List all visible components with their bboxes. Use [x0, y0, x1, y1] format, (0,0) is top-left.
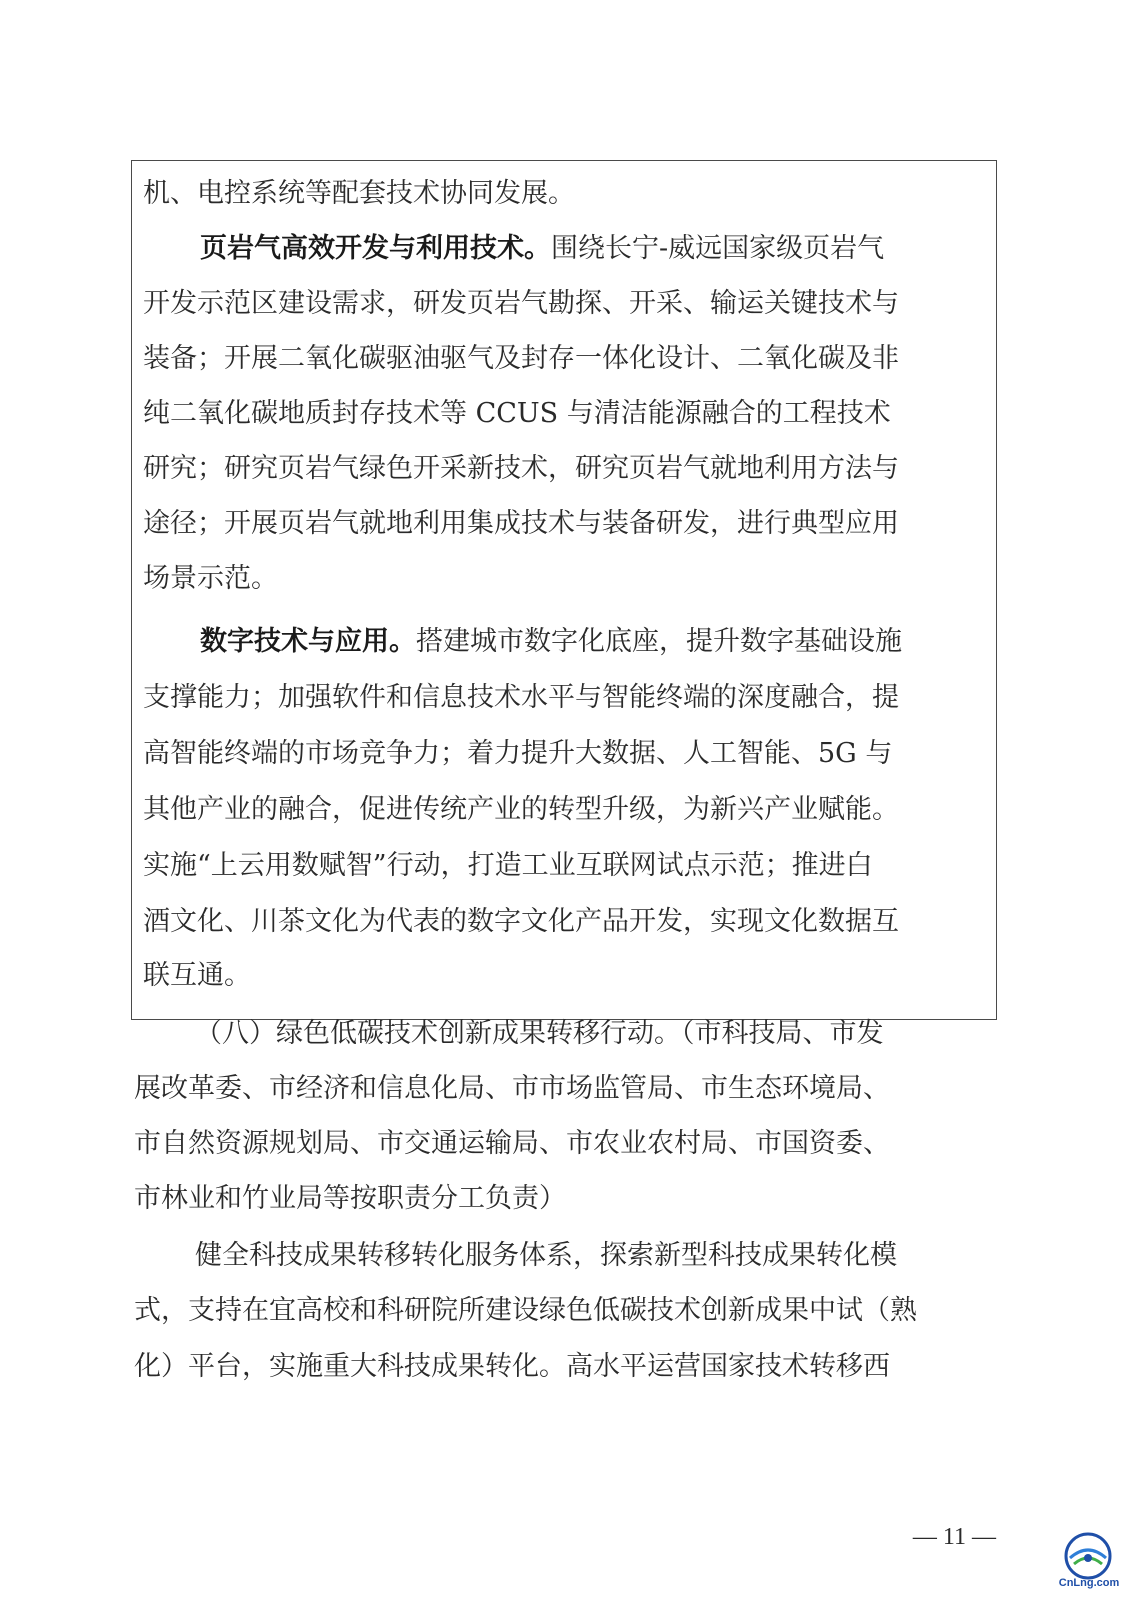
bold-heading: 数字技术与应用。 — [200, 626, 416, 657]
body-line: 化）平台，实施重大科技成果转化。高水平运营国家技术转移西 — [134, 1351, 890, 1382]
boxed-line: 其他产业的融合，促进传统产业的转型升级，为新兴产业赋能。 — [143, 794, 899, 825]
body-line: 式，支持在宜高校和科研院所建设绿色低碳技术创新成果中试（熟 — [134, 1295, 917, 1326]
section-heading-line: （八）绿色低碳技术创新成果转移行动。（市科技局、市发 — [195, 1018, 884, 1049]
boxed-line: 酒文化、川茶文化为代表的数字文化产品开发，实现文化数据互 — [143, 906, 899, 937]
boxed-line: 途径；开展页岩气就地利用集成技术与装备研发，进行典型应用 — [143, 508, 899, 539]
boxed-line: 实施“上云用数赋智”行动，打造工业互联网试点示范；推进白 — [143, 850, 873, 881]
boxed-line: 高智能终端的市场竞争力；着力提升大数据、人工智能、5G 与 — [143, 738, 893, 769]
boxed-line: 联互通。 — [143, 960, 251, 991]
boxed-line: 数字技术与应用。搭建城市数字化底座，提升数字基础设施 — [200, 626, 902, 657]
page-number: — 11 — — [912, 1524, 996, 1550]
boxed-line: 开发示范区建设需求，研发页岩气勘探、开采、输运关键技术与 — [143, 288, 899, 319]
boxed-line: 场景示范。 — [143, 563, 278, 594]
bold-heading: 页岩气高效开发与利用技术。 — [200, 233, 551, 264]
body-line: 市自然资源规划局、市交通运输局、市农业农村局、市国资委、 — [134, 1128, 890, 1159]
watermark-text: CnLng.com — [1058, 1577, 1120, 1589]
boxed-line: 纯二氧化碳地质封存技术等 CCUS 与清洁能源融合的工程技术 — [143, 398, 891, 429]
boxed-line: 机、电控系统等配套技术协同发展。 — [143, 178, 575, 209]
boxed-line: 页岩气高效开发与利用技术。围绕长宁-威远国家级页岩气 — [200, 233, 885, 264]
body-line: 市林业和竹业局等按职责分工负责） — [134, 1183, 566, 1214]
boxed-line: 研究；研究页岩气绿色开采新技术，研究页岩气就地利用方法与 — [143, 453, 899, 484]
boxed-line: 装备；开展二氧化碳驱油驱气及封存一体化设计、二氧化碳及非 — [143, 343, 899, 374]
body-line: 展改革委、市经济和信息化局、市市场监管局、市生态环境局、 — [134, 1073, 890, 1104]
boxed-line: 支撑能力；加强软件和信息技术水平与智能终端的深度融合，提 — [143, 682, 899, 713]
body-line: 健全科技成果转移转化服务体系，探索新型科技成果转化模 — [195, 1240, 897, 1271]
cnlng-logo-icon — [1058, 1528, 1120, 1590]
